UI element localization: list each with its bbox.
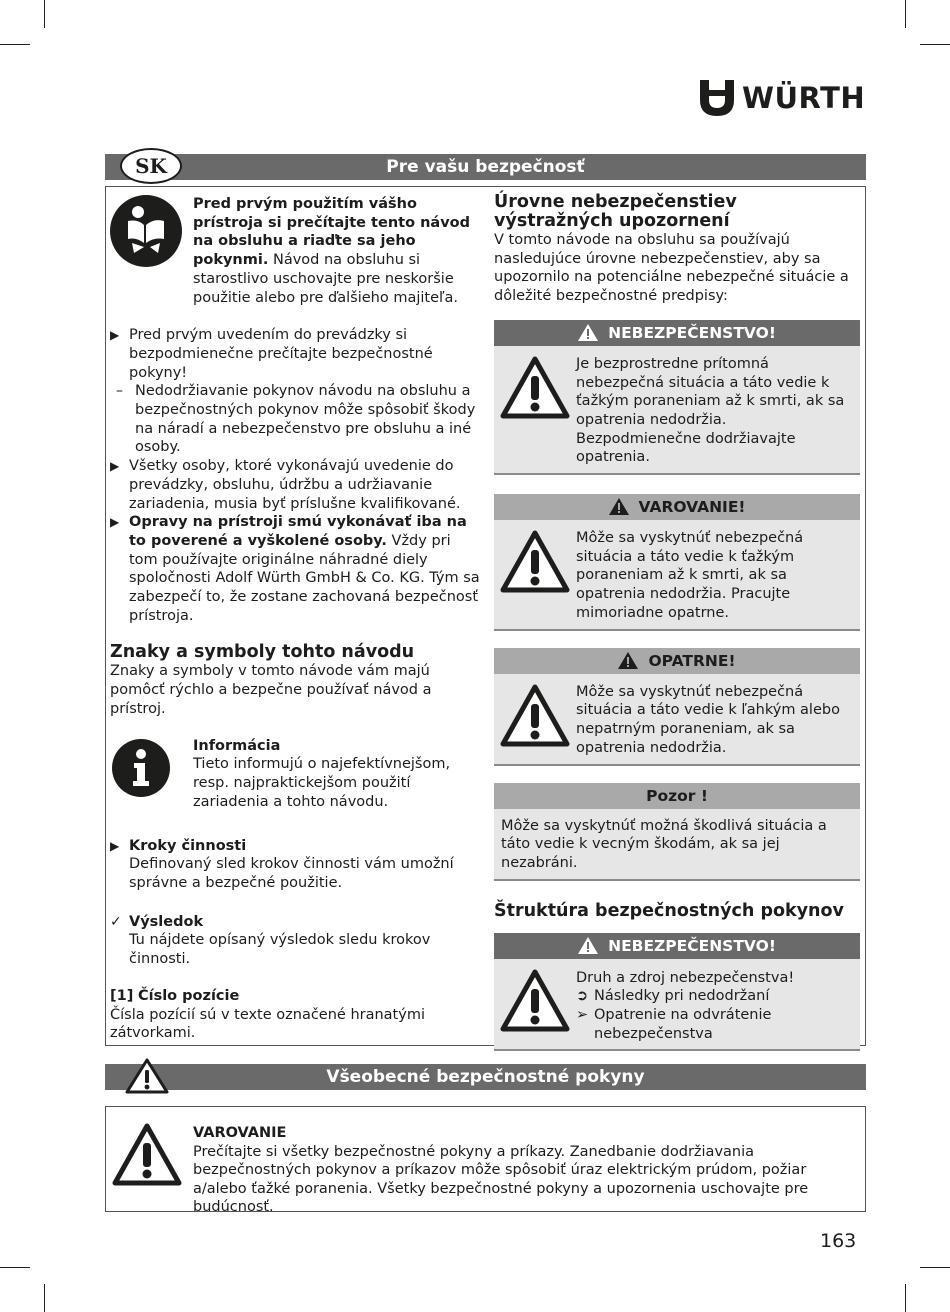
position-title: Číslo pozície bbox=[137, 987, 240, 1004]
crop-mark bbox=[44, 0, 45, 28]
result-title: Výsledok bbox=[129, 913, 204, 930]
general-safety-bar bbox=[105, 1064, 866, 1090]
read-manual-icon bbox=[110, 195, 182, 267]
warning-triangle-icon bbox=[618, 652, 638, 669]
crop-mark bbox=[0, 1267, 30, 1268]
crop-mark bbox=[920, 1267, 950, 1268]
caution-text: Môže sa vyskytnúť nebezpečná situácia a táto vedie k ľahkým alebo nepatrným poraneniam, ak sa opatrenia nedodržia. bbox=[576, 683, 840, 756]
large-warning-triangle-icon bbox=[500, 684, 570, 748]
danger-text: Je bezprostredne prítomná nebezpečná situácia a táto vedie k ťažkým poraneniam až k smrti, ak sa opatrenia nedodržia. Bezpodmienečne dodržiavajte opatrenia. bbox=[576, 355, 845, 466]
caution-header bbox=[494, 648, 860, 674]
large-warning-triangle-icon bbox=[112, 1120, 182, 1190]
caution-box bbox=[494, 648, 860, 766]
list-marker: ▶ bbox=[110, 328, 120, 343]
safety-list bbox=[110, 326, 480, 625]
warning-triangle-icon bbox=[578, 937, 598, 954]
right-column bbox=[494, 193, 860, 1051]
caution-body bbox=[494, 674, 860, 764]
wurth-logo-icon bbox=[700, 80, 734, 116]
notice-text: Môže sa vyskytnúť možná škodlivá situácia a táto vedie k vecným škodám, ak sa jej nezabráni. bbox=[501, 817, 827, 871]
crop-mark bbox=[905, 0, 906, 28]
danger-body bbox=[494, 346, 860, 473]
result-block bbox=[110, 913, 480, 969]
brand-name: WÜRTH bbox=[742, 81, 866, 115]
levels-heading: Úrovne nebezpečenstiev výstražných upozornení bbox=[494, 192, 737, 231]
notice-body bbox=[494, 809, 860, 879]
warning-header bbox=[494, 494, 860, 520]
structure-box bbox=[494, 933, 860, 1052]
levels-intro: V tomto návode na obsluhu sa používajú nasledujúce úrovne nebezpečenstiev, aby sa upozornilo na potenciálne nebezpečné situácie a dôležité bezpečnostné predpisy: bbox=[494, 232, 849, 305]
notice-label: Pozor ! bbox=[646, 786, 708, 805]
info-description: Tieto informujú o najefektívnejšom, resp. najpraktickejšom použití zariadenia a tohto návodu. bbox=[193, 756, 451, 810]
position-marker: [1] bbox=[110, 987, 134, 1004]
steps-title: Kroky činnosti bbox=[129, 837, 247, 854]
crop-mark bbox=[0, 44, 30, 45]
large-warning-triangle-icon bbox=[500, 356, 570, 420]
intro-block bbox=[110, 195, 480, 307]
structure-line-2 bbox=[576, 987, 854, 1006]
list-item-text: Vždy pri tom používajte originálne náhradné diely spoločnosti Adolf Würth GmbH & Co. KG. Tým sa zabezpečí to, že zostane zachovaná bezpečnosť prístroja. bbox=[129, 532, 480, 624]
general-safety-title: Všeobecné bezpečnostné pokyny bbox=[326, 1067, 645, 1087]
large-warning-triangle-icon bbox=[500, 530, 570, 594]
check-icon: ✓ bbox=[110, 913, 122, 930]
step-marker: ▶ bbox=[110, 838, 120, 853]
steps-block bbox=[110, 837, 480, 893]
warning-triangle-icon bbox=[125, 1058, 169, 1094]
warning-triangle-icon bbox=[578, 324, 598, 341]
warning-label: VAROVANIE! bbox=[638, 498, 746, 517]
language-badge: SK bbox=[120, 148, 182, 184]
notice-box bbox=[494, 783, 860, 881]
info-title: Informácia bbox=[193, 737, 281, 754]
symbols-heading: Znaky a symboly tohto návodu bbox=[110, 642, 415, 663]
warning-body bbox=[494, 520, 860, 629]
structure-line-3-text: Opatrenie na odvrátenie nebezpečenstva bbox=[594, 1007, 772, 1042]
info-symbol-block bbox=[110, 737, 480, 817]
arrowhead-icon: ➢ bbox=[576, 1007, 589, 1024]
list-marker: – bbox=[116, 383, 123, 400]
list-marker: ▶ bbox=[110, 515, 120, 530]
danger-header bbox=[494, 320, 860, 346]
arrow-icon: ➲ bbox=[576, 988, 589, 1005]
structure-line-3 bbox=[576, 1006, 854, 1043]
crop-mark bbox=[44, 1284, 45, 1312]
symbols-intro: Znaky a symboly v tomto návode vám majú pomôcť rýchlo a bezpečne používať návod a prístroj. bbox=[110, 663, 432, 717]
page-number: 163 bbox=[820, 1230, 857, 1252]
danger-box bbox=[494, 320, 860, 475]
structure-body bbox=[494, 959, 860, 1050]
position-description: Čísla pozícií sú v texte označené hranatými zátvorkami. bbox=[110, 1006, 425, 1042]
intro-bold: Pred prvým použitím vášho prístroja si prečítajte tento návod na obsluhu a riaďte sa jeho pokynmi. bbox=[193, 196, 470, 269]
left-column bbox=[110, 195, 480, 1043]
structure-header bbox=[494, 933, 860, 959]
structure-heading: Štruktúra bezpečnostných pokynov bbox=[494, 900, 844, 921]
general-warning-text-block bbox=[193, 1124, 861, 1217]
list-item-bold: Opravy na prístroji smú vykonávať iba na to poverené a vyškolené osoby. bbox=[129, 514, 467, 549]
structure-line-1: Druh a zdroj nebezpečenstva! bbox=[576, 969, 795, 986]
result-description: Tu nájdete opísaný výsledok sledu krokov činnosti. bbox=[129, 932, 431, 968]
list-item bbox=[110, 326, 480, 382]
list-item-text: Všetky osoby, ktoré vykonávajú uvedenie do prevádzky, obsluhu, údržbu a udržiavanie zariadenia, musia byť príslušne kvalifikované. bbox=[129, 458, 461, 512]
position-block bbox=[110, 987, 480, 1043]
steps-description: Definovaný sled krokov činnosti vám umožní správne a bezpečné použitie. bbox=[129, 856, 454, 891]
list-item bbox=[110, 457, 480, 513]
list-item bbox=[110, 513, 480, 625]
crop-mark bbox=[920, 44, 950, 45]
large-warning-triangle-icon bbox=[500, 969, 570, 1033]
intro-text bbox=[193, 195, 480, 307]
intro-plain: Návod na obsluhu si starostlivo uschovajte pre neskoršie použitie alebo pre ďalšieho majiteľa. bbox=[193, 252, 458, 306]
caution-label: OPATRNE! bbox=[648, 651, 736, 670]
general-warning-text: Prečítajte si všetky bezpečnostné pokyny a príkazy. Zanedbanie dodržiavania bezpečnostných pokynov a príkazov môže spôsobiť úraz elektrickým prúdom, požiar a/alebo ťažké poranenia. Všetky bezpečnostné pokyny a upozornenia uschovajte pre budúcnosť. bbox=[193, 1143, 809, 1215]
general-warning-title: VAROVANIE bbox=[193, 1125, 287, 1141]
warning-text: Môže sa vyskytnúť nebezpečná situácia a táto vedie k ťažkým poraneniam až k smrti, ak sa opatrenia nedodržia. Pracujte mimoriadne opatrne. bbox=[576, 530, 804, 621]
danger-label: NEBEZPEČENSTVO! bbox=[608, 323, 776, 342]
warning-triangle-icon bbox=[609, 498, 629, 515]
list-item bbox=[110, 382, 480, 457]
section-title: Pre vašu bezpečnosť bbox=[386, 157, 585, 177]
warning-box bbox=[494, 494, 860, 631]
structure-label: NEBEZPEČENSTVO! bbox=[608, 936, 776, 955]
info-text-block bbox=[193, 737, 480, 812]
list-marker: ▶ bbox=[110, 459, 120, 474]
crop-mark bbox=[905, 1284, 906, 1312]
structure-line-2-text: Následky pri nedodržaní bbox=[594, 988, 770, 1005]
list-item-text: Nedodržiavanie pokynov návodu na obsluhu a bezpečnostných pokynov môže spôsobiť škody na náradí a nebezpečenstvo pre obsluhu a iné osoby. bbox=[135, 383, 476, 456]
notice-header bbox=[494, 783, 860, 809]
section-header-bar bbox=[105, 154, 866, 180]
info-icon bbox=[112, 739, 170, 797]
brand-logo bbox=[700, 80, 865, 116]
list-item-text: Pred prvým uvedením do prevádzky si bezpodmienečne prečítajte bezpečnostné pokyny! bbox=[129, 327, 433, 381]
